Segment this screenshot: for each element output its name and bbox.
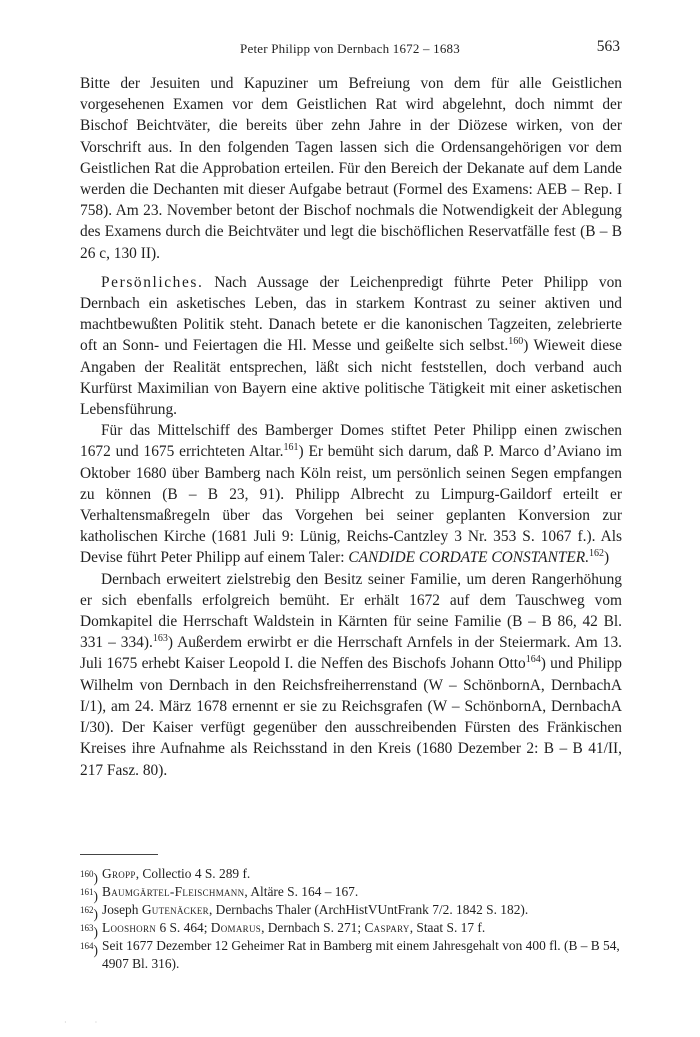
paragraph-text: ) Wieweit diese Angaben der Realität entsprechen, läßt sich nicht feststellen, doch verband auch Kurfürst Maximilian von Bayern eine aktive politische Tätigkeit mit einer asketischen Lebensführung. bbox=[80, 337, 622, 419]
footnote-author: Domarus bbox=[210, 920, 262, 935]
paragraph-familie bbox=[80, 569, 622, 781]
footnote-162 bbox=[80, 901, 622, 922]
footnote-161 bbox=[80, 883, 622, 904]
scan-specks: · · bbox=[64, 1018, 98, 1027]
footnote-ref-163[interactable]: 163 bbox=[152, 633, 168, 645]
footnote-author: Looshorn bbox=[102, 920, 157, 935]
footnote-163 bbox=[80, 919, 622, 940]
footnote-text: Joseph bbox=[102, 902, 142, 917]
page-number: 563 bbox=[596, 38, 620, 55]
motto: CANDIDE CORDATE CONSTANTER. bbox=[348, 549, 590, 567]
paragraph-text: Dernbach erweitert zielstrebig den Besitz seiner Familie, um deren Rangerhöhung er sich ebenfalls erfolgreich bemüht. Er erhält 1672 auf dem Tauschweg vom Domkapitel die Herrschaft Waldstein in Kärnten für seine Familie (B – B 86, 42 Bl. 331 – 334). bbox=[80, 570, 622, 652]
paragraph-text: ) Er bemüht sich darum, daß P. Marco d’Aviano im Oktober 1680 über Bamberg nach Köln reist, um persönlich seinen Segen empfangen zu können (B – B 23, 91). Philipp Albrecht zu Limpurg-Gaildorf erteilt er Verhaltensmaßregeln über das Vorgehen bei seiner geplanten Konversion zur katholischen Kirche (1681 Juli 9: Lünig, Reichs-Cantzley 3 Nr. 353 S. 1067 f.). Als Devise führt Peter Philipp auf einem Taler: bbox=[80, 443, 622, 567]
footnote-text: , Staat S. 17 f. bbox=[409, 920, 486, 935]
footnote-text: , Dernbachs Thaler (ArchHistVUntFrank 7/2. 1842 S. 182). bbox=[208, 902, 529, 917]
paragraph-text: Nach Aussage der Leichenpredigt führte Peter Philipp von Dernbach ein asketisches Leben, das in starkem Kontrast zu seiner aktiven und machtbewußten Politik steht. Danach betete er die kanonischen Tagzeiten, zelebrierte oft an Sonn- und Feiertagen die Hl. Messe und geißelte sich selbst. bbox=[80, 273, 622, 355]
paragraph-text: Für das Mittelschiff des Bamberger Domes stiftet Peter Philipp einen zwischen 1672 und 1675 errichteten Altar. bbox=[80, 422, 622, 461]
paragraph-text: ) und Philipp Wilhelm von Dernbach in den Reichsfreiherrenstand (W – SchönbornA, DernbachA I/1), am 24. März 1678 ernennt er sie zu Reichsgrafen (W – SchönbornA, DernbachA I/30). Der Kaiser verfügt gegenüber den ausschreibenden Fürsten des Fränkischen Kreises ihre Aufnahme als Reichsstand in den Kreis (1680 Dezember 2: B – B 41/II, 217 Fasz. 80). bbox=[80, 655, 622, 779]
footnote-text: , Dernbach S. 271; bbox=[261, 920, 365, 935]
footnote-divider bbox=[80, 854, 158, 855]
footnote-text: Seit 1677 Dezember 12 Geheimer Rat in Bamberg mit einem Jahresgehalt von 400 fl. (B – B 54, 4907 Bl. 316). bbox=[102, 938, 620, 971]
running-header: Peter Philipp von Dernbach 1672 – 1683 bbox=[240, 41, 460, 56]
footnote-number: $^{164}$) bbox=[80, 941, 98, 958]
footnote-ref-162[interactable]: 162 bbox=[589, 548, 605, 560]
footnote-author: Gropp bbox=[102, 866, 136, 881]
section-heading: Persönliches. bbox=[101, 273, 204, 291]
footnote-number: $^{163}$) bbox=[80, 923, 98, 940]
footnote-text: 6 S. 464; bbox=[156, 920, 211, 935]
footnote-text: , Collectio 4 S. 289 f. bbox=[135, 866, 251, 881]
main-text bbox=[80, 73, 622, 781]
footnote-ref-161[interactable]: 161 bbox=[283, 442, 299, 454]
paragraph-examen: Bitte der Jesuiten und Kapuziner um Befreiung von dem für alle Geistlichen vorgesehenen Examen vor dem Geistlichen Rat wird abgelehnt, doch nimmt der Bischof Beichtväter, die bereits über zehn Jahre in der Diözese wirken, von der Vorschrift aus. In den folgenden Tagen lassen sich die Ordensangehörigen vor dem Geistlichen Rat die Approbation erteilen. Für den Bereich der Dekanate auf dem Lande werden die Dechanten mit dieser Aufgabe betraut (Formel des Examens: AEB – Rep. I 758). Am 23. November betont der Bischof nochmals die Notwendigkeit der Ablegung des Examens durch die Beichtväter und legt die bischöflichen Reservatfälle fest (B – B 26 c, 130 II). bbox=[80, 75, 622, 262]
footnote-number: $^{161}$) bbox=[80, 887, 98, 904]
footnote-number: $^{160}$) bbox=[80, 869, 98, 886]
footnote-text: , Altäre S. 164 – 167. bbox=[244, 884, 359, 899]
paragraph-persoenliches bbox=[80, 272, 622, 420]
footnote-number: $^{162}$) bbox=[80, 905, 98, 922]
footnote-author: Caspary bbox=[364, 920, 410, 935]
footnote-ref-160[interactable]: 160 bbox=[508, 336, 524, 348]
footnote-author: Gutenäcker bbox=[141, 902, 209, 917]
footnote-164 bbox=[80, 937, 622, 973]
paragraph-text: ) bbox=[604, 549, 610, 567]
footnote-author: Baumgärtel-Fleischmann bbox=[102, 884, 245, 899]
footnotes bbox=[80, 865, 622, 973]
paragraph-altar bbox=[80, 420, 622, 568]
paragraph-text: ) Außerdem erwirbt er die Herrschaft Arnfels in der Steiermark. Am 13. Juli 1675 erhebt Kaiser Leopold I. die Neffen des Bischofs Johann Otto bbox=[80, 634, 622, 673]
footnote-160 bbox=[80, 865, 622, 886]
footnote-ref-164[interactable]: 164 bbox=[525, 654, 541, 666]
